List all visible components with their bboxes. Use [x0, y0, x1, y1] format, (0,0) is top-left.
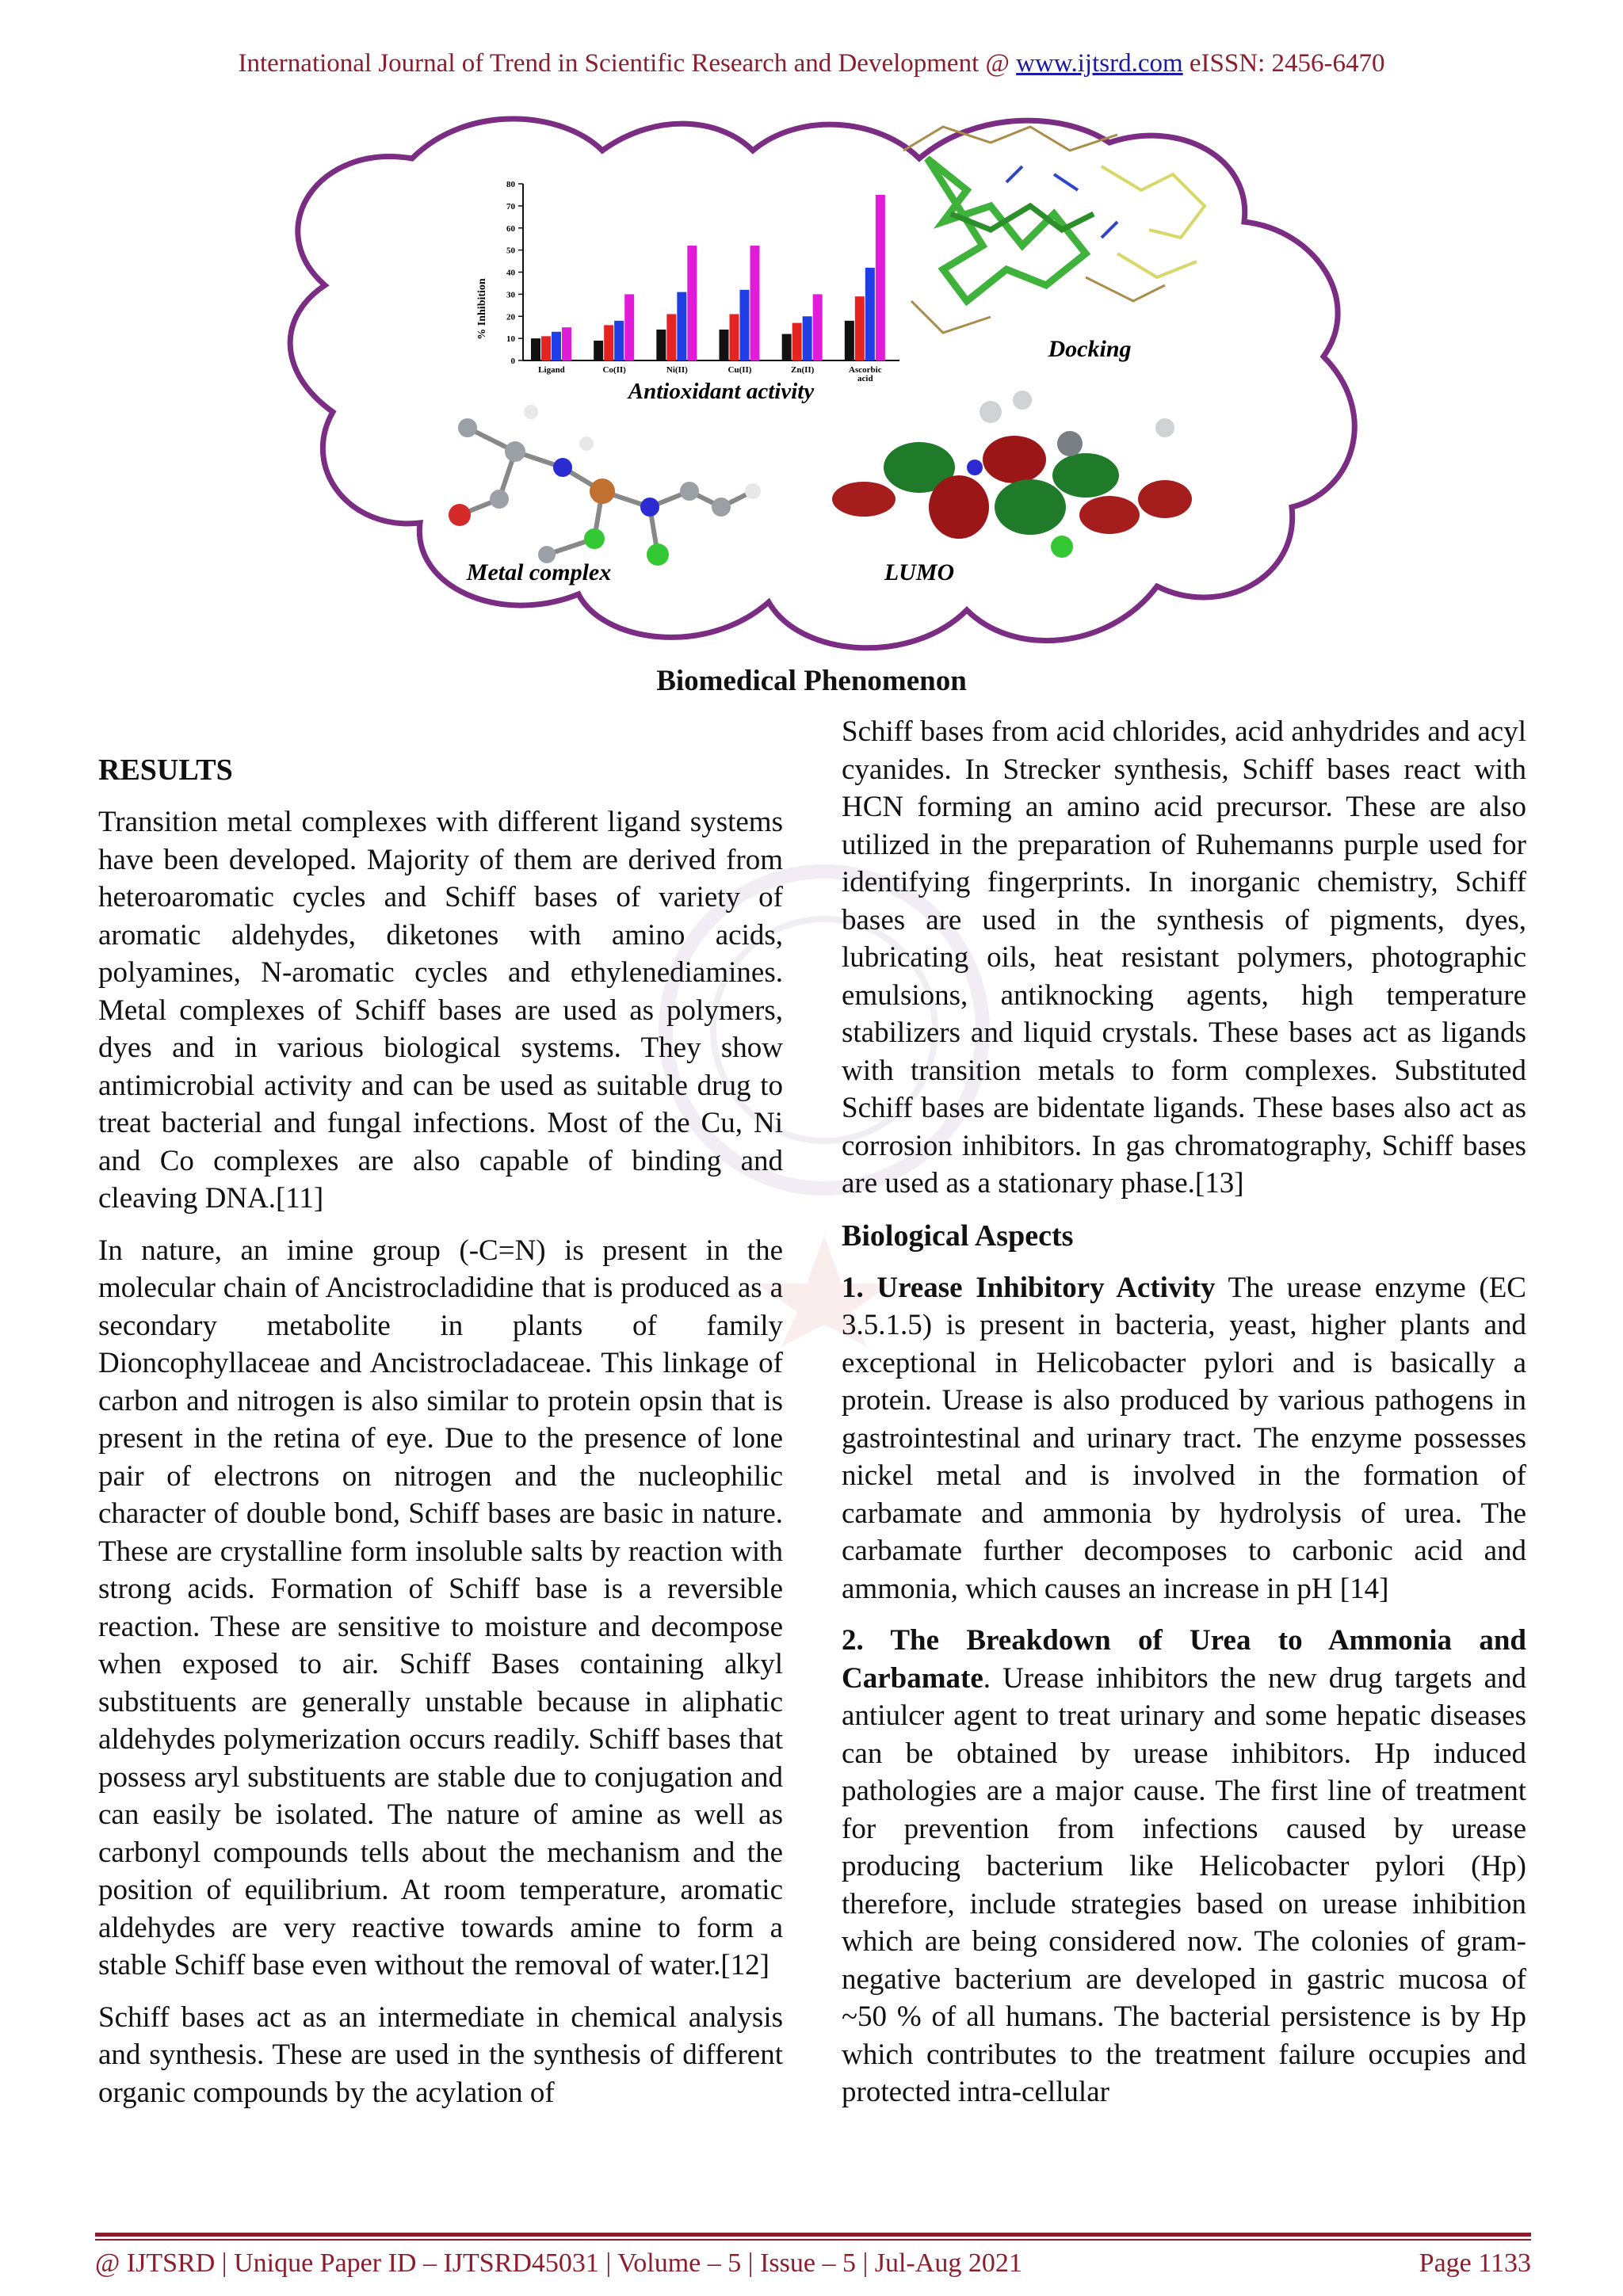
bar: [687, 246, 697, 360]
bar: [750, 246, 760, 360]
y-tick-label: 30: [506, 290, 515, 300]
y-tick-label: 80: [506, 180, 515, 189]
bar: [656, 330, 666, 360]
bar: [614, 321, 624, 360]
figure-caption: Biomedical Phenomenon: [656, 665, 967, 697]
breakdown-title: 2. The Breakdown of Urea to Ammonia and Carbamate: [842, 1624, 1526, 1695]
journal-name: International Journal of Trend in Scientific Research and Development @: [238, 49, 1017, 78]
y-tick-label: 10: [506, 334, 515, 345]
x-tick-label: Zn(II): [790, 365, 815, 375]
left-paragraph-2: In nature, an imine group (-C=N) is present in the molecular chain of Ancistrocladidine that is produced as a secondary metabolite in plants of family Dioncophyllaceae and Ancistrocladaceae. This linkage of carbon and nitrogen is also similar to protein opsin that is present in the retina of eye. Due to the presence of lone pair of electrons on nitrogen and the nucleophilic character of double bond, Schiff bases are basic in nature. These are crystalline form insoluble salts by reaction with strong acids. Formation of Schiff base is a reversible reaction. These are sensitive to moisture and decompose when exposed to air. Schiff Bases containing alkyl substituents are generally unstable because in aliphatic aldehydes polymerization occurs readily. Schiff bases that possess aryl substituents are stable due to conjugation and can easily be isolated. The nature of amine as well as carbonyl compounds tells about the mechanism and the position of equilibrium. At room temperature, aromatic aldehydes are very reactive towards amine to form a stable Schiff base even without the removal of water.[12]: [98, 1234, 783, 1981]
y-tick-label: 50: [506, 246, 515, 256]
bar: [604, 325, 613, 360]
biological-aspects-heading: Biological Aspects: [842, 1219, 1074, 1253]
bar: [740, 290, 750, 360]
bar: [782, 334, 792, 360]
bar: [792, 323, 802, 360]
footer-rule-thin: [95, 2239, 1531, 2241]
breakdown-section: [842, 1622, 1526, 2111]
page-number: Page 1133: [1419, 2248, 1531, 2278]
lumo-label: LUMO: [884, 559, 955, 585]
footer-info: @ IJTSRD | Unique Paper ID – IJTSRD45031 | Volume – 5 | Issue – 5 | Jul-Aug 2021: [95, 2248, 1022, 2278]
left-paragraph-1: Transition metal complexes with different ligand systems have been developed. Majority of them are derived from heteroaromatic cycles and Schiff bases of variety of aromatic aldehydes, diketones with amino acids, polyamines, N-aromatic cycles and ethylenediamines. Metal complexes of Schiff bases are used as polymers, dyes and in various biological systems. They show antimicrobial activity and can be used as suitable drug to treat bacterial and fungal infections. Most of the Cu, Ni and Co complexes are also capable of binding and cleaving DNA.[11]: [98, 806, 783, 1215]
biomedical-figure: [230, 95, 1403, 666]
right-column: [842, 713, 1526, 2126]
results-heading: RESULTS: [98, 753, 233, 787]
y-tick-label: 60: [506, 223, 515, 234]
bar: [531, 338, 540, 360]
bar: [876, 195, 885, 360]
bar: [865, 268, 875, 360]
breakdown-text: . Urease inhibitors the new drug targets and antiulcer agent to treat urinary and some hepatic diseases can be obtained by urease inhibitors. Hp induced pathologies are a major cause. The first line of treatment for prevention from infections caused by urease producing bacterium like Helicobacter pylori (Hp) therefore, include strategies based on urease inhibition which are being considered now. The colonies of gram-negative bacterium are developed in gastric mucosa of ~50 % of all humans. The bacterial persistence is by Hp which contributes to the treatment failure occupies and protected intra-cellular: [842, 1661, 1526, 2108]
bar: [594, 341, 603, 360]
running-header: [0, 49, 1623, 78]
bar: [720, 330, 729, 360]
antioxidant-label: Antioxidant activity: [628, 379, 815, 404]
y-tick-label: 70: [506, 201, 515, 212]
x-tick-label: Ascorbic acid: [849, 365, 882, 383]
urease-text: The urease enzyme (EC 3.5.1.5) is present in bacteria, yeast, higher plants and exceptional in Helicobacter pylori and is basically a protein. Urease is also produced by various pathogens in gastrointestinal and urinary tract. The enzyme possesses nickel metal and is involved in the formation of carbamate and ammonia by hydrolysis of urea. The carbamate further decomposes to carbonic acid and ammonia, which causes an increase in pH [14]: [842, 1271, 1526, 1605]
x-tick-label: Ligand: [538, 365, 565, 375]
metal-complex-label: Metal complex: [466, 559, 612, 585]
y-axis-label: % Inhibition: [476, 278, 488, 340]
urease-title: 1. Urease Inhibitory Activity: [842, 1271, 1216, 1304]
urease-section: [842, 1269, 1526, 1608]
x-tick-label: Co(II): [602, 365, 626, 375]
bar: [541, 336, 551, 360]
bar: [845, 321, 854, 360]
bar: [855, 296, 865, 360]
left-column: [98, 751, 783, 2126]
bar: [552, 332, 561, 360]
left-paragraph-3: Schiff bases act as an intermediate in chemical analysis and synthesis. These are used in the synthesis of different organic compounds by the acylation of: [98, 2000, 783, 2109]
bar: [677, 292, 686, 360]
bar: [730, 314, 739, 360]
footer-rule-thick: [95, 2233, 1531, 2237]
x-tick-label: Cu(II): [727, 365, 752, 375]
journal-url-link[interactable]: www.ijtsrd.com: [1016, 49, 1183, 78]
bar: [666, 314, 676, 360]
y-tick-label: 0: [510, 357, 515, 366]
right-paragraph-1: Schiff bases from acid chlorides, acid anhydrides and acyl cyanides. In Strecker synthesis, Schiff bases react with HCN forming an amino acid precursor. These are also utilized in the preparation of Ruhemanns purple used for identifying fingerprints. In inorganic chemistry, Schiff bases are used in the synthesis of pigments, dyes, lubricating oils, heat resistant polymers, photographic emulsions, antiknocking agents, high temperature stabilizers and liquid crystals. These bases act as ligands with transition metals to form complexes. Substituted Schiff bases are bidentate ligands. These bases also act as corrosion inhibitors. In gas chromatography, Schiff bases are used as a stationary phase.[13]: [842, 715, 1526, 1199]
issn: eISSN: 2456-6470: [1182, 49, 1385, 78]
docking-label: Docking: [1048, 336, 1132, 362]
y-tick-label: 20: [506, 312, 515, 322]
x-tick-label: Ni(II): [666, 365, 688, 375]
bar: [803, 316, 812, 360]
footer: [95, 2248, 1531, 2279]
bar: [624, 294, 634, 360]
y-tick-label: 40: [506, 268, 515, 278]
bar: [562, 327, 571, 360]
bar: [813, 294, 823, 360]
